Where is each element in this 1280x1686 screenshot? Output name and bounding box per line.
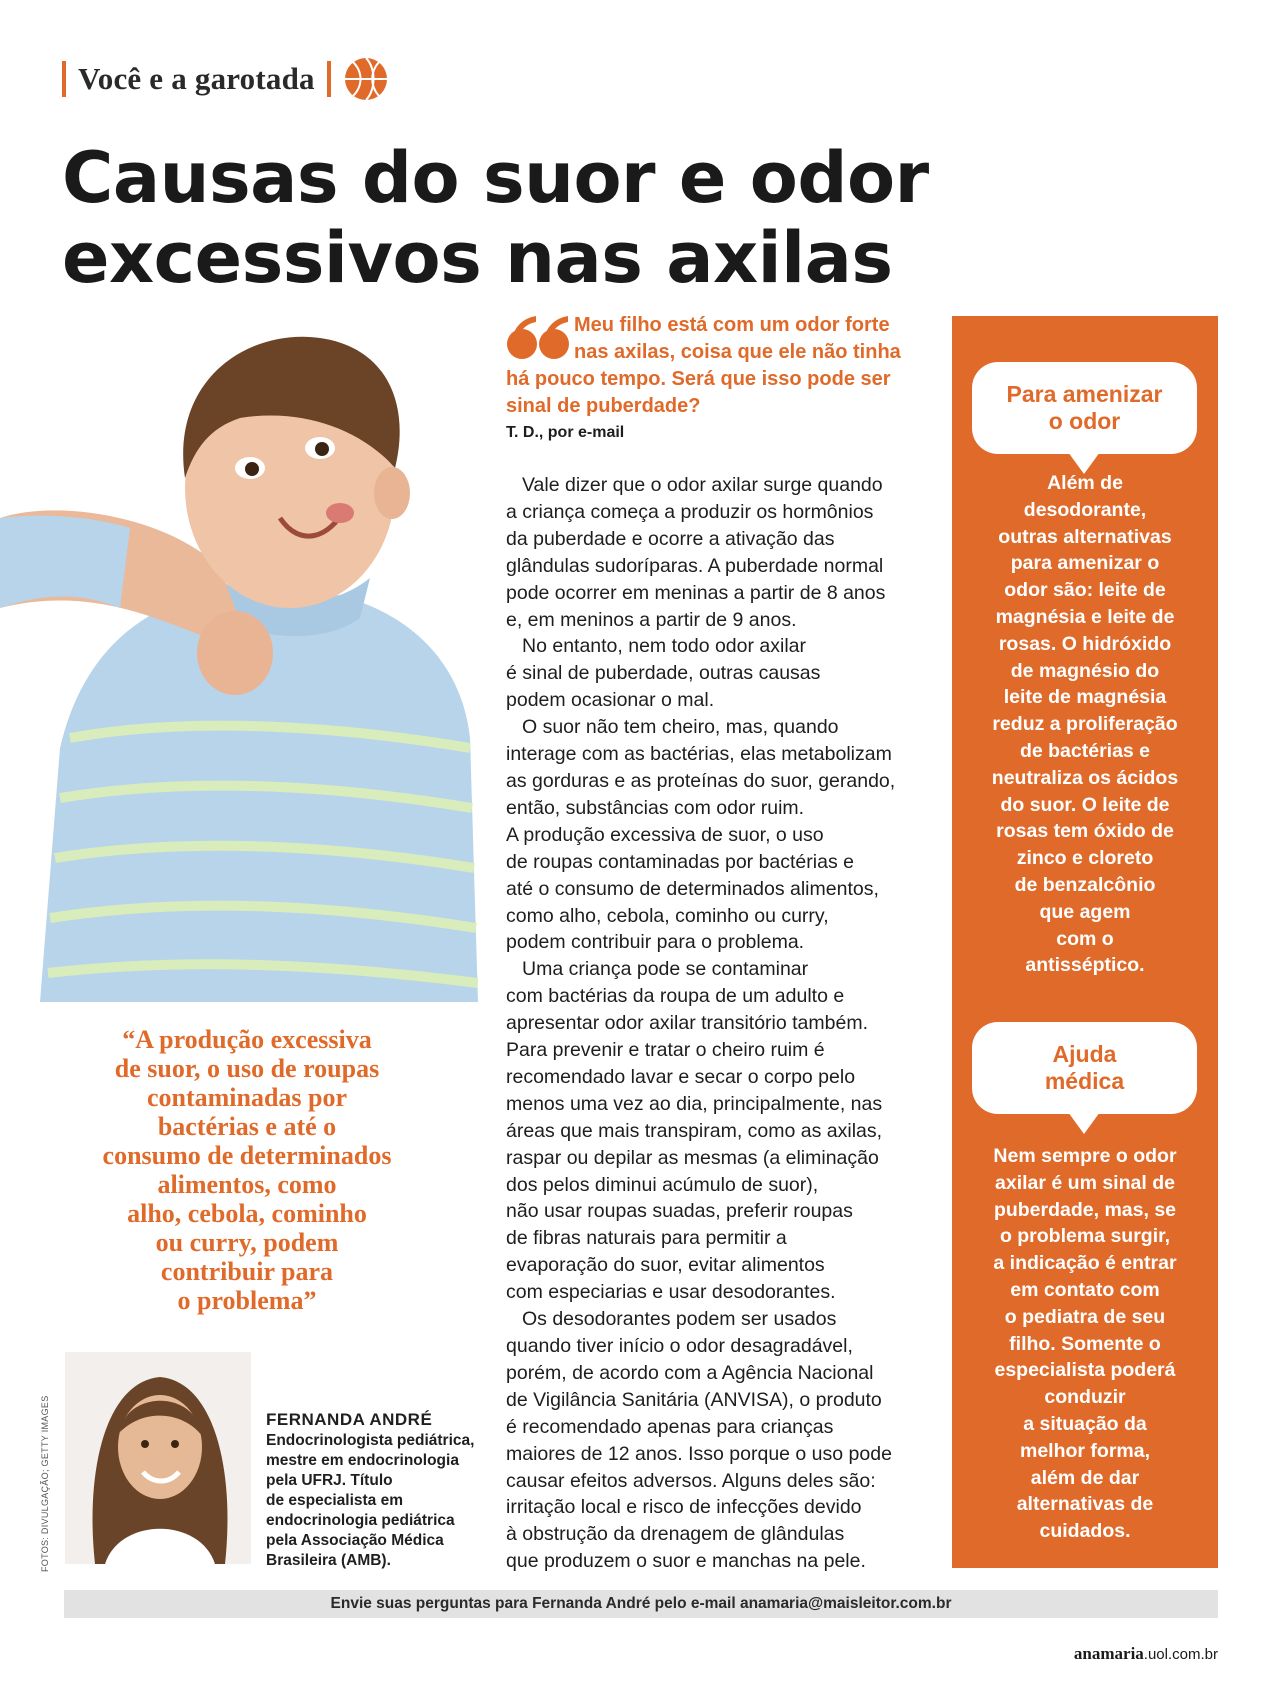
- author-bio-line: endocrinologia pediátrica: [266, 1512, 455, 1529]
- sidebar-line: puberdade, mas, se: [993, 1198, 1177, 1221]
- pull-quote-line: alho, cebola, cominho: [127, 1199, 367, 1228]
- author-bio-line: Endocrinologista pediátrica,: [266, 1432, 475, 1449]
- body-line: Para prevenir e tratar o cheiro ruim é: [506, 1039, 825, 1062]
- body-line: A produção excessiva de suor, o uso: [506, 823, 824, 846]
- sidebar-line: Além de: [1047, 472, 1123, 494]
- pull-quote: [62, 1025, 432, 1315]
- body-line: à obstrução da drenagem de glândulas: [506, 1523, 845, 1546]
- body-line: da puberdade e ocorre a ativação das: [506, 527, 835, 550]
- site-domain: .uol.com.br: [1143, 1646, 1218, 1663]
- body-line: No entanto, nem todo odor axilar: [522, 635, 807, 658]
- headline-line: Causas do suor e odor: [62, 137, 929, 219]
- body-line: como alho, cebola, cominho ou curry,: [506, 904, 829, 927]
- body-line: glândulas sudoríparas. A puberdade normal: [506, 554, 884, 577]
- quote-mark-icon: [506, 314, 570, 360]
- reader-question: [506, 312, 916, 444]
- author-bio-line: de especialista em: [266, 1492, 403, 1509]
- pull-quote-line: bactérias e até o: [157, 1112, 337, 1141]
- body-line: irritação local e risco de infecções devido: [506, 1496, 862, 1519]
- sidebar-line: leite de magnésia: [1003, 686, 1167, 709]
- pull-quote-line: de suor, o uso de roupas: [114, 1054, 380, 1083]
- pull-quote-line: contribuir para: [160, 1257, 334, 1286]
- sidebar-line: axilar é um sinal de: [995, 1171, 1175, 1194]
- author-bio-line: mestre em endocrinologia: [266, 1452, 459, 1469]
- sidebar-line: zinco e cloreto: [1016, 847, 1154, 870]
- sidebar-line: a situação da: [1023, 1412, 1147, 1435]
- sidebar-line: alternativas de: [1016, 1493, 1154, 1516]
- sidebar-line: cuidados.: [1039, 1520, 1131, 1543]
- pull-quote-line: ou curry, podem: [155, 1228, 339, 1257]
- section-title: Você e a garotada: [78, 61, 315, 96]
- body-line: até o consumo de determinados alimentos,: [506, 877, 879, 900]
- sidebar-text: [960, 470, 1210, 979]
- basketball-icon: [343, 56, 389, 102]
- body-line: O suor não tem cheiro, mas, quando: [522, 716, 839, 739]
- question-line: há pouco tempo. Será que isso pode ser: [506, 368, 891, 390]
- sidebar-line: do suor. O leite de: [1000, 793, 1170, 816]
- question-signature: T. D., por e-mail: [506, 424, 625, 441]
- headline-line: excessivos nas axilas: [62, 217, 893, 299]
- body-line: maiores de 12 anos. Isso porque o uso pode: [506, 1442, 892, 1465]
- body-line: interage com as bactérias, elas metabolizam: [506, 743, 892, 766]
- body-line: áreas que mais transpiram, como as axilas,: [506, 1119, 883, 1142]
- headline: [62, 138, 962, 298]
- pull-quote-line: alimentos, como: [157, 1170, 337, 1199]
- sidebar-line: outras alternativas: [998, 525, 1172, 548]
- body-line: de fibras naturais para permitir a: [506, 1227, 787, 1250]
- author-name: FERNANDA ANDRÉ: [266, 1410, 433, 1429]
- sidebar-line: rosas. O hidróxido: [998, 632, 1172, 655]
- sidebar-line: especialista poderá: [994, 1359, 1176, 1382]
- sidebar-line: que agem: [1039, 900, 1131, 923]
- pull-quote-line: consumo de determinados: [102, 1141, 392, 1170]
- sidebar-line: rosas tem óxido de: [996, 820, 1174, 843]
- sidebar-line: conduzir: [1044, 1386, 1126, 1409]
- sidebar-heading-bubble: [972, 1022, 1197, 1114]
- questions-footer: Envie suas perguntas para Fernanda André pelo e-mail anamaria@maisleitor.com.br: [64, 1590, 1218, 1618]
- body-line: podem ocasionar o mal.: [506, 689, 715, 712]
- body-line: Vale dizer que o odor axilar surge quando: [522, 474, 883, 496]
- body-line: porém, de acordo com a Agência Nacional: [506, 1361, 874, 1384]
- sidebar-line: o problema surgir,: [999, 1225, 1171, 1248]
- pull-quote-line: “A produção excessiva: [122, 1025, 372, 1054]
- body-line: é sinal de puberdade, outras causas: [506, 662, 821, 685]
- site-mark: [1074, 1644, 1218, 1664]
- body-line: Uma criança pode se contaminar: [522, 958, 809, 981]
- body-line: não usar roupas suadas, preferir roupas: [506, 1200, 853, 1223]
- body-line: Os desodorantes podem ser usados: [522, 1308, 837, 1331]
- author-bio-line: pela UFRJ. Título: [266, 1472, 393, 1489]
- body-line: de roupas contaminadas por bactérias e: [506, 850, 854, 873]
- sidebar-line: em contato com: [1010, 1278, 1160, 1301]
- author-bio: [266, 1410, 506, 1571]
- sidebar-heading-bubble: [972, 362, 1197, 454]
- sidebar-heading-line: Para amenizar: [1006, 381, 1163, 407]
- sidebar-line: melhor forma,: [1019, 1439, 1151, 1462]
- sidebar-line: o pediatra de seu: [1004, 1305, 1166, 1328]
- section-divider: [327, 61, 331, 97]
- body-line: e, em meninos a partir de 9 anos.: [506, 608, 797, 631]
- body-line: menos uma vez ao dia, principalmente, nas: [506, 1092, 883, 1115]
- sidebar-line: a indicação é entrar: [993, 1252, 1177, 1275]
- body-line: com especiarias e usar desodorantes.: [506, 1281, 836, 1304]
- site-brand: anamaria: [1073, 1644, 1144, 1663]
- sidebar-line: de benzalcônio: [1014, 873, 1156, 896]
- body-line: as gorduras e as proteínas do suor, gerando,: [506, 769, 896, 792]
- question-line: nas axilas, coisa que ele não tinha: [574, 341, 901, 363]
- body-line: causar efeitos adversos. Alguns deles são:: [506, 1469, 876, 1492]
- body-line: recomendado lavar e secar o corpo pelo: [506, 1065, 856, 1088]
- pull-quote-line: o problema”: [177, 1286, 317, 1315]
- sidebar-line: de magnésio do: [1010, 659, 1160, 682]
- boy-photo: [0, 318, 478, 1002]
- author-bio-line: pela Associação Médica: [266, 1532, 444, 1549]
- body-line: a criança começa a produzir os hormônios: [506, 500, 874, 523]
- sidebar-heading-line: médica: [1044, 1068, 1125, 1094]
- question-line: Meu filho está com um odor forte: [574, 314, 890, 336]
- body-line: raspar ou depilar as mesmas (a eliminação: [506, 1146, 879, 1169]
- sidebar-heading-line: Ajuda: [1052, 1041, 1117, 1067]
- pull-quote-line: contaminadas por: [146, 1083, 348, 1112]
- sidebar-line: magnésia e leite de: [995, 605, 1175, 628]
- sidebar-line: reduz a proliferação: [992, 713, 1178, 736]
- sidebar-line: além de dar: [1030, 1466, 1140, 1489]
- sidebar-text: [960, 1143, 1210, 1545]
- author-bio-line: Brasileira (AMB).: [266, 1552, 391, 1569]
- section-header: [62, 56, 389, 102]
- sidebar-line: para amenizar o: [1010, 552, 1160, 575]
- question-line: sinal de puberdade?: [506, 395, 701, 417]
- tips-sidebar: [952, 316, 1218, 1568]
- sidebar-line: com o: [1056, 927, 1114, 950]
- article-body: [506, 472, 926, 1575]
- body-line: que produzem o suor e manchas na pele.: [506, 1550, 866, 1573]
- body-line: quando tiver início o odor desagradável,: [506, 1335, 853, 1357]
- sidebar-heading-line: o odor: [1048, 408, 1121, 434]
- body-line: apresentar odor axilar transitório também.: [506, 1012, 868, 1035]
- sidebar-line: desodorante,: [1023, 498, 1147, 521]
- sidebar-line: Nem sempre o odor: [993, 1145, 1177, 1167]
- body-line: de Vigilância Sanitária (ANVISA), o produto: [506, 1388, 882, 1411]
- body-line: evaporação do suor, evitar alimentos: [506, 1254, 825, 1277]
- body-line: podem contribuir para o problema.: [506, 931, 805, 954]
- sidebar-line: neutraliza os ácidos: [991, 766, 1179, 789]
- body-line: pode ocorrer em meninas a partir de 8 anos: [506, 581, 886, 604]
- sidebar-line: filho. Somente o: [1009, 1332, 1161, 1355]
- photo-credit: FOTOS: DIVULGAÇÃO; GETTY IMAGES: [40, 1395, 50, 1572]
- body-line: dos pelos diminui acúmulo de suor),: [506, 1173, 819, 1196]
- author-photo: [65, 1352, 251, 1564]
- sidebar-line: de bactérias e: [1019, 739, 1151, 762]
- body-line: é recomendado apenas para crianças: [506, 1415, 834, 1438]
- body-line: com bactérias da roupa de um adulto e: [506, 985, 845, 1008]
- sidebar-line: antisséptico.: [1025, 954, 1145, 977]
- section-divider: [62, 61, 66, 97]
- sidebar-line: odor são: leite de: [1004, 579, 1166, 602]
- body-line: então, substâncias com odor ruim.: [506, 796, 805, 819]
